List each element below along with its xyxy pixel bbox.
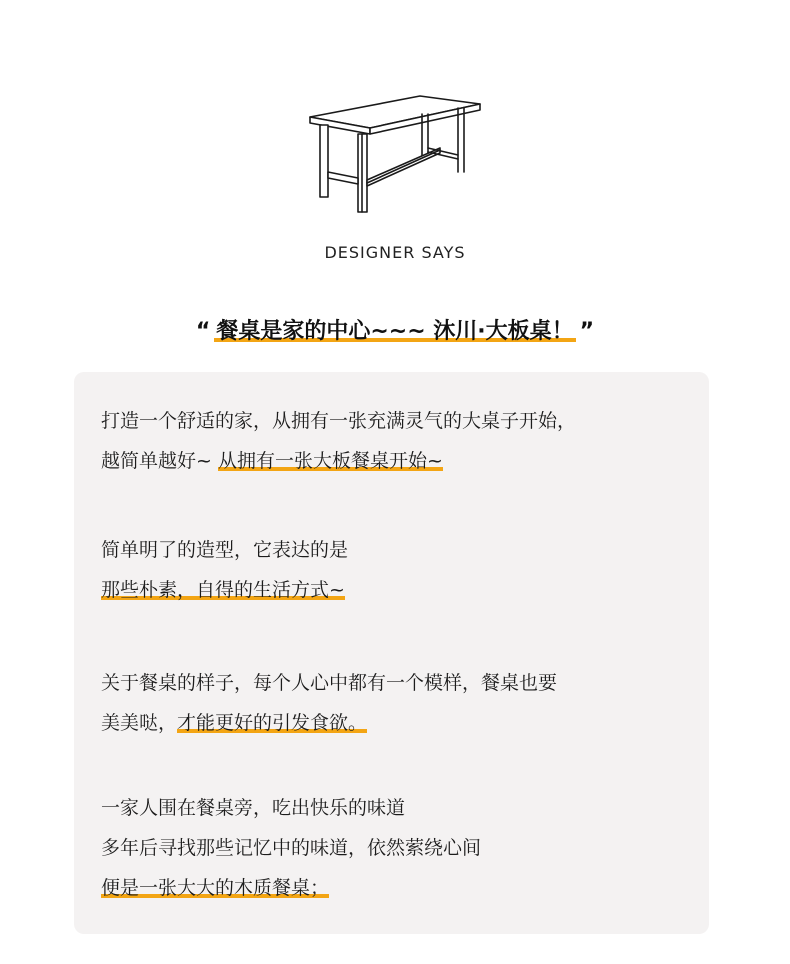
paragraph [101, 663, 557, 743]
paragraph-line [101, 828, 481, 868]
highlighted-text: 便是一张大大的木质餐桌； [101, 877, 330, 899]
paragraph-line [101, 703, 557, 743]
paragraph-line [101, 788, 481, 828]
paragraph [101, 401, 576, 481]
paragraph-line [101, 570, 348, 610]
line-text: 多年后寻找那些记忆中的味道，依然萦绕心间 [101, 837, 482, 859]
paragraph-line [101, 663, 557, 703]
highlighted-text: 从拥有一张大板餐桌开始~ [217, 450, 443, 472]
line-text: 美美哒， [101, 712, 178, 734]
open-quote: “ [195, 319, 211, 344]
line-text: 简单明了的造型，它表达的是 [101, 539, 349, 561]
headline-text: 餐桌是家的中心~~~ 沐川·大板桌！ [216, 319, 574, 344]
line-text: 关于餐桌的样子，每个人心中都有一个模样，餐桌也要 [101, 672, 558, 694]
paragraph [101, 788, 481, 908]
line-text: 一家人围在餐桌旁，吃出快乐的味道 [101, 797, 406, 819]
line-text: 打造一个舒适的家，从拥有一张充满灵气的大桌子开始， [101, 410, 577, 432]
line-text: 越简单越好~ [101, 450, 218, 472]
section-label: DESIGNER SAYS [324, 243, 466, 262]
paragraph-line [101, 401, 576, 441]
paragraph [101, 530, 348, 610]
headline [0, 314, 790, 345]
highlighted-text: 才能更好的引发食欲。 [177, 712, 368, 734]
paragraph-line [101, 868, 481, 908]
dining-table-icon [300, 92, 490, 217]
close-quote: ” [579, 319, 595, 344]
paragraph-line [101, 441, 576, 481]
paragraph-line [101, 530, 348, 570]
highlighted-text: 那些朴素，自得的生活方式~ [101, 579, 345, 601]
